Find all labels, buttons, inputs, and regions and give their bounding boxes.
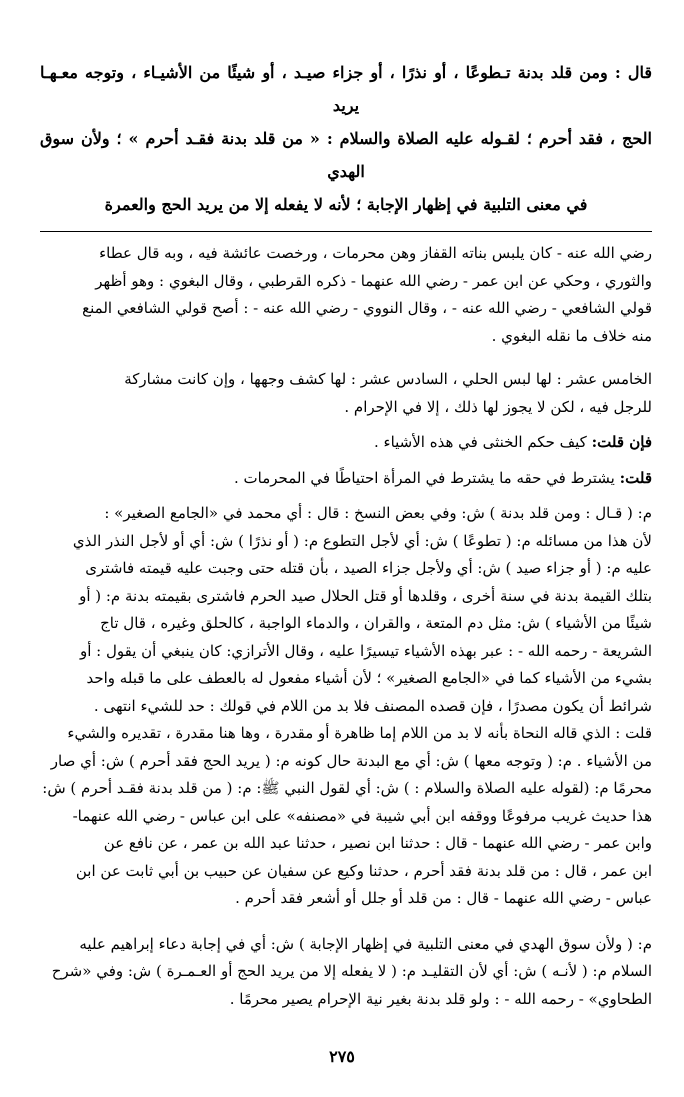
commentary-line: من الأشياء . م: ( وتوجه معها ) ش: أي مع البدنة حال كونه م: ( يريد الحج فقد أحرم ) ش: أي صار bbox=[50, 751, 652, 770]
commentary-line: عباس - رضي الله عنهما - قال : من قلد أو جلل أو أشعر فقد أحرم . bbox=[235, 889, 652, 907]
commentary-line: عليه م: ( أو جزاء صيد ) ش: أي ولأجل جزاء الصيد ، بأن قتله حتى وجبت عليه قيمته فاشترى bbox=[85, 559, 652, 577]
question-label: فإن قلت: bbox=[591, 433, 652, 451]
commentary-line: وابن عمر - رضي الله عنهما - قال : حدثنا ابن نصير ، حدثنا عبد الله بن عمر ، عن نافع عن bbox=[103, 834, 652, 852]
commentary-block bbox=[40, 500, 652, 1013]
answer-text: يشترط في حقه ما يشترط في المرأة احتياطًا في المحرمات . bbox=[234, 468, 620, 487]
commentary-line: بتلك القيمة بدنة في سنة أخرى ، وقلدها أو قتل الحلال صيد الحرم فاشترى بقيمته بدنة م: ( أو bbox=[79, 586, 652, 605]
commentary-line: م: ( ولأن سوق الهدي في معنى التلبية في إظهار الإجابة ) ش: أي في إجابة دعاء إبراهيم عليه bbox=[79, 934, 652, 953]
commentary-line: لأن هذا من مسائله م: ( تطوعًا ) ش: أي لأجل التطوع م: ( أو نذرًا ) ش: أي أو لأجل النذر الذي bbox=[72, 531, 652, 550]
matn-line: قال : ومن قلد بدنة تـطوعًا ، أو نذرًا ، أو جزاء صيـد ، أو شيئًا من الأشيـاء ، وتوجه معـهـا يريد bbox=[40, 63, 652, 115]
question-text: كيف حكم الخنثى في هذه الأشياء . bbox=[373, 433, 592, 451]
footnote-line: والثوري ، وحكي عن ابن عمر - رضي الله عنهما - ذكره القرطبي ، وقال البغوي : وهو أظهر bbox=[95, 271, 652, 290]
commentary-line: الشريعة - رحمه الله - : عبر بهذه الأشياء تيسيرًا عليه ، وقال الأترازي: كان ينبغي أن يقول : أو bbox=[79, 641, 652, 660]
separator-rule bbox=[40, 231, 652, 232]
footnote-line: منه خلاف ما نقله البغوي . bbox=[491, 326, 652, 345]
book-page bbox=[40, 56, 652, 1013]
footnote-line: للرجل فيه ، لكن لا يجوز لها ذلك ، إلا في الإحرام . bbox=[344, 397, 652, 416]
commentary-line: شرائط أن يكون مصدرًا ، فإن قصده المصنف فلا بد من اللام في قولك : حد للشيء انتهى . bbox=[93, 696, 652, 715]
commentary-line: الطحاوي» - رحمه الله - : ولو قلد بدنة بغير نية الإحرام يصير محرمًا . bbox=[229, 989, 652, 1008]
footnote-line: رضي الله عنه - كان يلبس بناته القفاز وهن محرمات ، ورخصت عائشة فيه ، وبه قال عطاء bbox=[99, 244, 652, 262]
matn-block bbox=[40, 56, 652, 221]
commentary-line: قلت : الذي قاله النحاة بأنه لا بد من اللام إما ظاهرة أو مقدرة ، وها هنا مقدرة ، تقديره والشيء bbox=[67, 724, 652, 742]
commentary-line: السلام م: ( لأنـه ) ش: أي لأن التقليـد م: ( لا يفعله إلا من يريد الحج أو العـمـرة ) ش: وفي «شرح bbox=[51, 962, 652, 980]
answer-label: قلت: bbox=[619, 468, 652, 487]
footnote-line: الخامس عشر : لها لبس الحلي ، السادس عشر : لها كشف وجهها ، وإن كانت مشاركة bbox=[124, 370, 652, 388]
commentary-line: محرمًا م: (لقوله عليه الصلاة والسلام : ) ش: أي لقول النبي ﷺ: م: ( من قلد بدنة فقـد أحرم ) ش: bbox=[42, 779, 652, 797]
commentary-line: م: ( قـال : ومن قلد بدنة ) ش: وفي بعض النسخ : قال : أي محمد في «الجامع الصغير» : bbox=[104, 504, 652, 522]
footnote-block bbox=[40, 240, 652, 492]
matn-line: في معنى التلبية في إظهار الإجابة ؛ لأنه لا يفعله إلا من يريد الحج والعمرة bbox=[104, 195, 588, 214]
matn-line: الحج ، فقد أحرم ؛ لقـوله عليه الصلاة والسلام : « من قلد بدنة فقـد أحرم » ؛ ولأن سوق الهدي bbox=[40, 129, 652, 181]
commentary-line: شيئًا من الأشياء ) ش: مثل دم المتعة ، والقران ، والدماء الواجبة ، كالحلق وغيره ، قال تاج bbox=[100, 614, 652, 632]
commentary-line: ابن عمر ، قال : من قلد بدنة فقد أحرم ، حدثنا وكيع عن سفيان عن حبيب بن أبي ثابت عن ابن bbox=[75, 861, 652, 880]
footnote-line: قولي الشافعي - رضي الله عنه - ، وقال النووي - رضي الله عنه - : أصح قولي الشافعي المنع bbox=[82, 299, 652, 317]
page-number: ٢٧٥ bbox=[329, 1047, 355, 1066]
commentary-line: هذا حديث غريب مرفوعًا ووقفه ابن أبي شيبة في «مصنفه» على ابن عباس - رضي الله عنهما- bbox=[72, 806, 652, 825]
answer-line bbox=[40, 465, 652, 493]
commentary-line: بشيء من الأشياء كما في «الجامع الصغير» ؛ لأن أشياء مفعول له بالعطف على ما قبله واحد bbox=[86, 669, 652, 687]
question-line bbox=[40, 429, 652, 457]
